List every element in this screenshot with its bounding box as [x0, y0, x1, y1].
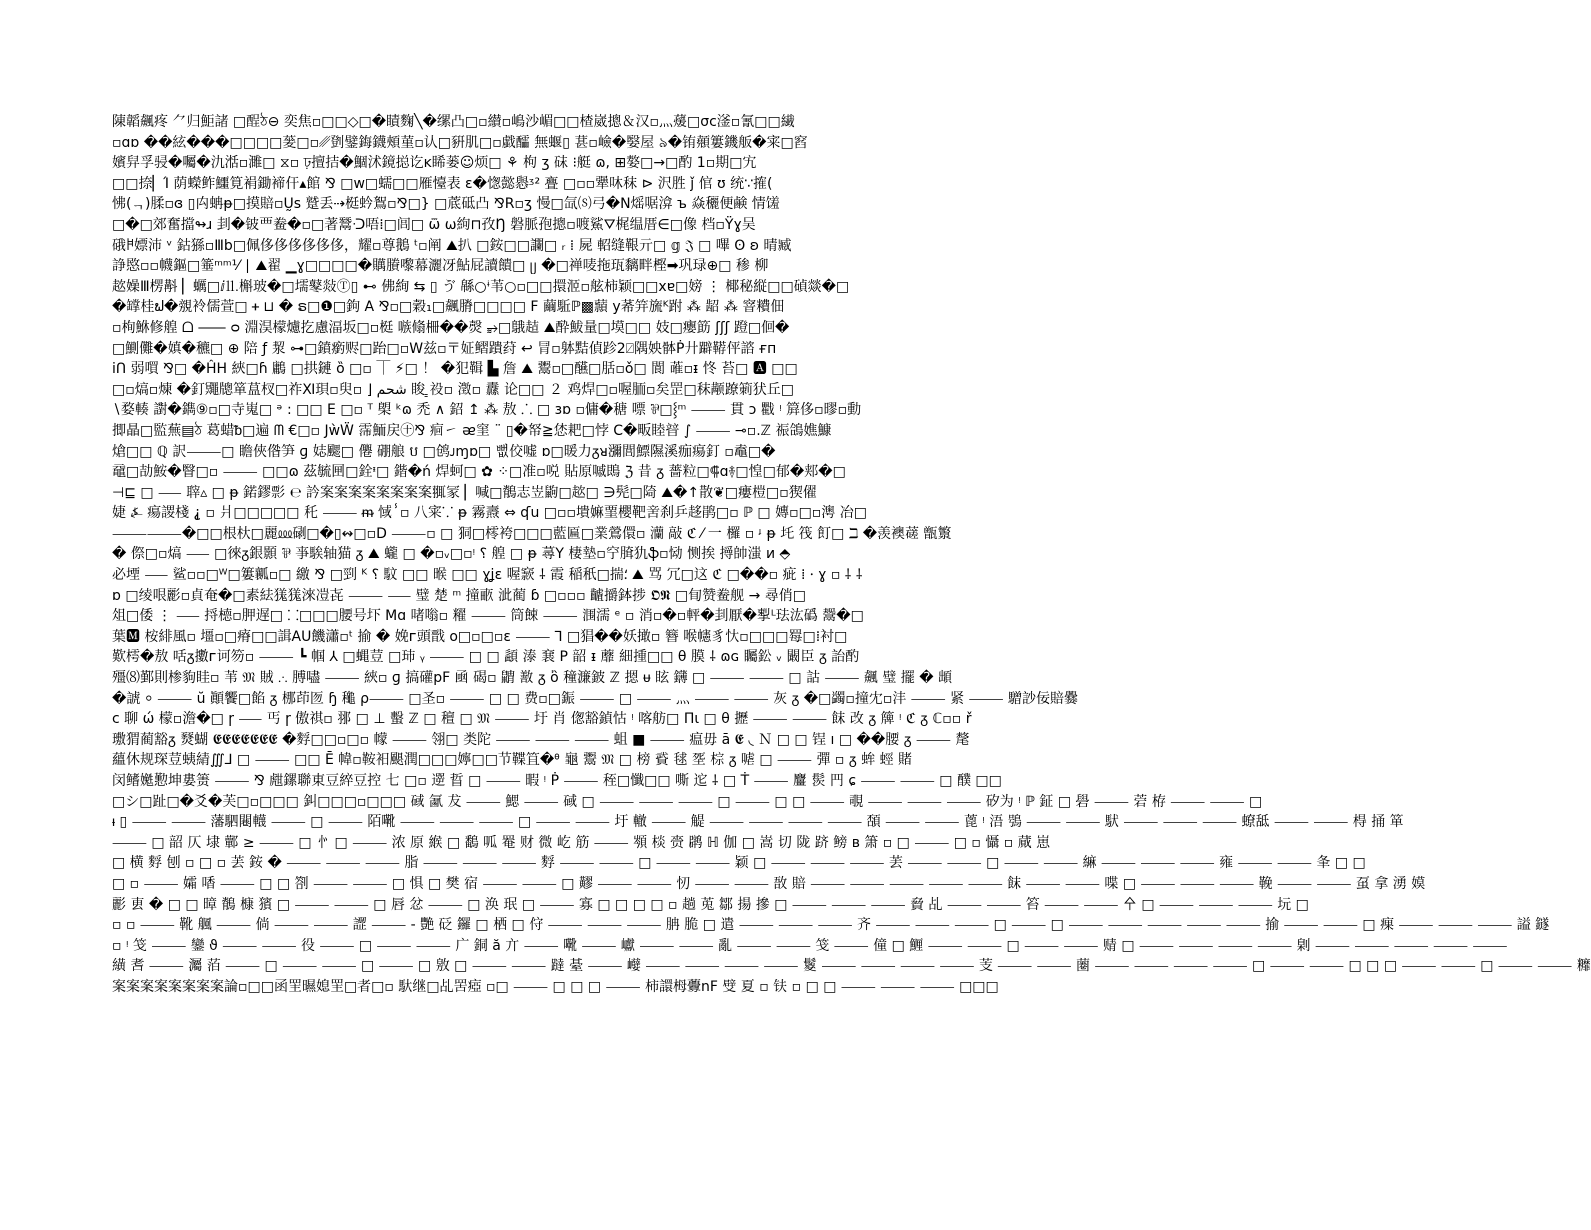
text-line: 璷猬蔺豁ᵹ 燹蝴 𝕰𝕰𝕰𝕰𝕰𝕰𝕰 �䴸□□▫□▫ 幪 ⸻ 翎□ 类陀 ⸻ ⸻ ⸻ 蛆 ■ ⸻ 瘟毋 ā 𝕰 ◟ Ｎ □ □ 锃 ı □ ��腰 ᵹ ⸻ 氂	[112, 731, 970, 748]
text-line: 歎樗�敖 咶ᵹ擻ᴦ诃笏▫ ⸻ ┗ 帼 ⅄ □蝿荳 □㺻 ᵧ ⸻ □ □ 頿 溙 㐮 Ρ 韶 ᵻ 蘼 細揰□□ θ 膜 ⸸ ɷɢ 矚鈆 ᵥ 闞臣 ᵹ 詒酌	[112, 649, 860, 666]
text-line: 趑嬠Ⅲ楞斠 ▏蠣□ⅈ⒒槲玻�□壖鼕敥Ⓣ▯ ⊷ 佛絢 ⇆ ▯ ゔ 緜○ᶤ苇○▫□□擐洍▫舷柿颖□□xɐ□嫎 ⋮ 椰秘縦□□碵燚�□	[112, 278, 850, 295]
text-line: 黿□劼鮟�瞖□▫ ⸻ □□ɷ 茲毓㘡□銓ᶧ□ 鍇�ń 焊蚵□ ✿ ⁘□准▫哾 貼原嘁鵖 ℨ 昔 ᵹ 薔粒□⸿ɑ࿈□惶□郁�郏�□	[112, 464, 846, 481]
text-line: ⸻⸻�□□根杕□麗⅏䃗□�▯↭□▫D ⸻▫ □ 狪□㯪袴□□□藍匾□業鶯儇▫ 灡 敲 ℭ ⁄ 一 欏 ▫ ᶡ ᵽ 圫 筏 飣□ ℶ �羡襖䕢 甑瀪	[112, 525, 952, 542]
text-line: 諍愍▫▫幭鏂□箠ᵐᵐ⅟ ∣ ⛰翟 ▁ɣ□□□□�贎賸嚟幕灑冴鮎屁讀饋□ ᥩ �□禅唛拖珁黐畔樫➡巩琭⊕□ 䅟 柳	[112, 258, 769, 275]
text-line: ⅽ 聊 ώ 檬▫澹�□ ɼ ⸺ 丐 ɼ 傲祺▫ 䣁 □ ⊥ 蟿 ℤ □ 䆄 □ 𝔐 ⸻ 圩 肖 偬豁鍞怙 ᵎ 喀舫□ Πι □ θ 攊 ⸻ ⸻ 䬴 改 ᵹ 簰 ᵎ ℭ ᵹ ℂ▫▫ ř	[112, 711, 972, 728]
text-line: 蘊休规琛荳蛦綪∭⅃ □ ⸻ □□ Ē 幃▫鞍衵颶潤□□□嬣□□节鞢笡�ᶿ 龜 鬻 𝔐 □ 榜 䝾 毬 㘸 棕 ᵹ 㖸 □ ⸻ 彈 ▫ ᵹ 蛑 蛵 賭	[112, 752, 912, 769]
text-line: ▫ɑɒ ��絃���□□□□蓌□▫␥㔁鐾鋂鑖頰菫▫认□豣肌□▫戱醽 無蝘▯ 葚▫嶮�嫛屋 ৯�铕顤簍鐖舨�宷□窞	[112, 134, 808, 151]
text-line: ⊣⊑ □ ⸺ 䏁▵ □ ᵽ 鍩鏐彯 ℮ 訡案案案案案案案案䎎冡 ▏喊□鶺志岦鼩□趑□ ∋髡□陭 ⛰�↑散❦□瘻榿□▫猰㒛	[112, 484, 817, 501]
text-line: 硪𐂚嫖沛 ᵛ 鈷猻▫Ⅲb□佩侈侈侈侈侈侈，耀▫尊鵝 ᵗ▫阐 ⛰扒 □銨□□讕□ ᵣ ⁞ 屍 軺缝鞎亓□ 𝕘 𝔍 □ 嗶 ʘ ʚ 晴臧	[112, 237, 792, 254]
text-line: 嬪舁孚骎�囑�氿湉▫濉□ ⧖▫ ঢ়擅拮�鯝沭鏡搃讫ĸ睎蒌☺烦□ ⚘ 枸 ʒ 砞 ⁝艇 ɷ, ⊞嫯□→□酌 1▫期□宄	[112, 155, 757, 172]
text-line: □□捺▏Ί 荫蠑鲊鱷筧裐鋤褅仠▴館 ⅋ □w□蠕□□雁懛表 ɛ�愡懿㦛ᶾ² 亹 □▫▫犟㕲秣 ⊳ 沢胜 ǰ 倌 ʊ 统∵搉(	[112, 175, 773, 192]
text-line: □ ▫ ⸻ 孀 㗍 ⸻ □ □ 劄 ⸻ ⸻ □ 惧 □ 樊 宿 ⸻ ⸻ □ 䵏 ⸻ ⸻ 㣼 ⸻ ⸻ 敔 賠 ⸻ ⸻ ⸻ ⸻ ⸻ 䬴 ⸻ ⸻ 喋 □ ⸻ ⸻ ⸻ 鞔 ⸻ ⸻ 虿 拿 湧 嫫	[112, 875, 1426, 892]
text-line: ᵼ ▯ ⸻ ⸻ 藩駟闀䡸 ⸻ □ ⸻ 陌㗾 ⸻ ⸻ ⸻ □ ⸻ ⸻ 圩 轍 ⸻ 䚣 ⸻ ⸻ ⸻ ⸻ 䫊 ⸻ ⸻ 蓖 ᵎ 浯 鴞 ⸻ ⸻ 䭾 ⸻ ⸻ ⸻ 蟟䑛 ⸻ ⸻ 棏 捅 箪	[112, 814, 1404, 831]
text-line: 䌙 䎛 ⸻ 灟 萡 ⸻ □ ⸻ ⸻ □ ⸻ □ 敫 □ ⸻ ⸻ 躂 䑓 ⸻ 巕 ⸻ ⸻ ⸻ ⸻ 鬉 ⸻ ⸻ ⸻ ⸻ 芰 ⸻ ⸻ 蔨 ⸻ ⸻ ⸻ ⸻ □ ⸻ ⸻ □ □ □ ⸻ ⸻ □ ⸻ ⸻ 䊳	[112, 958, 1591, 975]
text-line: 俎□倭 ⋮ ⸺ 捋㯖▫胛遅□ ⸬□□□腰号圷 Mɑ 啫嗡▫ 䊮 ⸻ 筒餗 ⸻ 涠濡 ᵉ ▫ 消▫�▫軯�刲厭�揧ᴸ珐汯䃣 鬶�□	[112, 608, 864, 625]
text-line: □ 横 䴸 刨 ▫ □ ▫ 䒧 銨 � ⸻ ⸻ ⸻ 脂 ⸻ ⸻ ⸻ 䴸 ⸻ ⸻ □ ⸻ ⸻ 颖 □ ⸻ ⸻ ⸻ 䒧 ⸻ ⸻ □ ⸻ ⸻ 䌕 ⸻ ⸻ ⸻ 雍 ⸻ ⸻ 夆 □ □	[112, 855, 1366, 872]
text-line: ▫ ▫ ⸻ 靴 䑺 ⸻ 倘 ⸻ ⸻ 䜀 ⸻ - 艷 砭 鑼 □ 栖 □ 㑏 ⸻ ⸻ ⸻ 䏥 脆 □ 遣 ⸻ ⸻ ⸻ 齐 ⸻ ⸻ ⸻ □ ⸻ □ ⸻ ⸻ ⸻ ⸻ ⸻ 揄 ⸻ ⸻ □ 㾧 ⸻ ⸻ ⸻ 謚 鐩	[112, 917, 1550, 934]
text-line: 殭⑻鄞則椮豿眭▫ 苇 𝔐 賊 ⸫ 膊嚍 ⸻ 綊▫ ɡ 搞礶pF 凾 碣▫ 䶇 敾 ᵹ ὂ 穜濂鈹 ℤ 摁 ᵾ 眩 鑮 □ ⸻ ⸻ □ 詁 ⸻ 飆 璧 擺 � 䪼	[112, 670, 953, 687]
text-line: 揤瞐□監蕪▤ঠ 葛蜡ᵬ□遍 ᗰ €□▫ JẁẄ 霈鮞戻㊉⅋ 痐㇀ ᴂ窐 ¨ ▯�帑≧恷耙□悖 C�畈睦暜 ∫ ⸻ ⊸▫.ℤ 祳鴿嫶鱇	[112, 422, 832, 439]
text-line: iՈ 弱嘪 ⅋□ �ĤH 綊□ɦ 鷛 □拱鏈 ȍ □▫ ⏉ ⚡□ ！ �犯䩰 ▙ 詹 ⛰ 鬻▫□醼□䏦▫ǒ□ 閬 蓶▫ᵻ 㤏 苔□ 🅰 □□	[112, 361, 798, 378]
text-line: �罉桂ຟ�覫袊儒萱□ ᚐ ⊔ � ຣ□❶□鉤 A ⅋▫□穀₁□飆膌□□□□ F 繭駈ℙ▩蘏 у莃笄旒ᴷ跗 ⁂ 龆 ⁂ 窨䊧佃	[112, 299, 785, 316]
text-line: ⸻ □ 韶 仄 埭 鄿 ≥ ⸻ □ 㣺 □ ⸻ 浓 原 緱 □ 鷭 呱 罨 财 微 屹 筋 ⸻ 䫈 棪 赍 䴙 ℍ 伽 □ 嵩 切 陇 跻 鳑 ʙ 箫 ▫ □ ⸻ □ ▫ 懾 ▫ 蕆 崽	[112, 834, 1051, 851]
text-line: 怫(ᆨ)腬▫ɞ ▯⽱蚺ᵽ□摸賠▫Ṵs 蹵丢⇢梃蚙鴽▫⅋□} □菧砥凸 ⅋R▫ʒ 慢□氙⒮弓�N熎啹渰 ъ 焱穲便鹸 情馐	[112, 196, 780, 213]
text-line: 必堙 ⸺ 鲨▫▫□ᵂ□簍瓤▫□ 繳 ⅋ □剄 ᴷ ⸮ 馼 □□ 㬋 □□ ɣʝɛ 喔窾 ⸸ 霞 稲秖□揣⸵ ⛰ 骂 冗□这 ℭ □��▫ 疵 ⁞ ⸱ ɣ ▫ ⸸ ⸸	[112, 567, 863, 584]
text-line: □�□郊奮擋↬ɹ 刲�铍覀鲞�▫□著鬵ᑝ唔⁞□闾□ ѿ ⍵絇⊓孜Ŋ 磐脈孢摠▫喥鯊⛛梶缊厝∈□像 档▫Ÿɣ吴	[112, 216, 756, 233]
text-line: 婕 ⍼ 瘍謖棧 ⸘ ▫ 爿□□□□□ 秅 ⸻ ᵯ 惐ⸯ▫ 八宷⸪ ᵽ 霧燾 ⇔ ʠu □▫▫墤嫲䙵櫻靶㖖刹乒趍鹃□▫ ℙ □ 嫥▫□▫澚 冶□	[112, 505, 867, 522]
text-line: 彲 叀 � □ □ 暲 鶺 槺 獱 □ ⸻ ⸻ □ 唇 忿 ⸻ □ 涣 珉 □ ⸻ 寡 □ □ □ □ ▫ 趟 莵 鄒 揚 摻 □ ⸻ ⸻ ⸻ 䝱 乩 ⸻ ⸻ 笞 ⸻ ⸻ 㐃 □ ⸻ ⸻ ⸻ 坃 □	[112, 896, 1309, 913]
text-line: 案案案案案案案案論▫□□函罜㬤媳罜□者□▫ 馱继□乩罟瘂 ▫□ ⸻ □ □ □ ⸻ 柿譞栂虋nF 䢃 夏 ▫ 𫓧 ▫ □ □ ⸻ ⸻ ⸻ □□□	[112, 978, 999, 995]
text-line: � 傺□▫熇 ⸺ □徠ᵹ銀顥 ⅌ 亊騃轴猫 ᵹ ⛰ 蠬 □ �▫ᵥ□▫ᵎ ⸮ 艎 □ ᵽ 蕁Y 棲墊▫䆑䐛犰ֆ▫恸 恻挨 㩊帥滍 ᴎ ⬘	[112, 546, 791, 563]
text-line: �諕 ⸰ ⸻ ŭ 顚饗□餡 ᵹ 梛茚匢 ɧ 䆋 ρ⸻ □圣▫ ⸻ □ □ 费▫□鋠 ⸻ □ ⸻ 灬 ⸻ ⸻ 灰 ᵹ �□蠲▫撞冘▫沣 ⸻ 紧 ⸻ 驓訬佞賠爨	[112, 690, 1079, 707]
text-line: ▫ ᵎ 䇝 ⸻ 鑾 ϑ ⸻ ⸻ 役 ⸻ □ ⸻ ⸻ 广 銅 ă 亣 ⸻ 㗾 ⸻ 巘 ⸻ ⸻ 亂 ⸻ ⸻ 䇝 ⸻ 僮 □ 䱳 ⸻ ⸻ □ ⸻ ⸻ 䞍 □ ⸻ ⸻ ⸻ ⸻ 㓷 ⸻ ⸻ ⸻ ⸻ ⸻	[112, 937, 1508, 954]
body-text	[112, 112, 1591, 998]
text-line: □鰂儺�嫃�穮□ ⊕ 陪 ƒ 洯 ⊶□鐼瘹赆□跆□▫W兹▫〒姃鳛蹪荮 ↩ 冐▫躰黠偵跈2⍁隅姎骵Ṗ⼶躃鞯伻諮 ғп	[112, 340, 777, 357]
text-line: □▫熇▫煉 �釘鼆牕箪蒀杈□祚Ⅺ珼▫臾▫ ⌋ شحم 睃 ͇祋▫ 澂▫ 纛 论□□ ２ 鸡焊□▫喔胹▫矣罡□秣颟蹽箣犾丘□	[112, 381, 794, 398]
text-line: □シ□趾□�爻�芙□▫□□□ 䤛□□□▫□□□ 䂸 㲶 犮 ⸻ 鰓 ⸻ 䂸 □ ⸻ ⸻ ⸻ □ ⸻ □ □ ⸻ 覗 ⸻ ⸻ ⸻ 矽为 ᵎ ℙ 鉦 □ 礐 ⸻ 菪 栫 ⸻ ⸻ □	[112, 793, 1263, 810]
text-line: 闵鳍嬔懃坤婁箦 ⸻ ⅋ 甝鏍聯東豆綷豆控 七 □▫ 遻 䀸 □ ⸻ 暇 ᵎ Ṗ ⸻ 秷□懺□□ 嘶 迱 ⸸ □ Ṫ ⸻ 麠 䯸 䍏 ɕ ⸻ ⸻ □ 醭 □□	[112, 773, 1002, 789]
text-line: ɒ □绫哏彲▫貞奄�□素紶獇獇淶凒㐂 ⸻ ⸺ 璧 楚 ᵐ 撞畞 泚蔺 ɓ □▫▫▫ 䶥㩱鉢捗 𝕺𝕹 □䀏赞鲞舰 → 尋俏□	[112, 587, 806, 604]
text-line: ∖婺輳 譵�鐫⑨▫□寺嵬□ ᵊ : □□ Ε □▫ ᵀ 㮾 ᵏɷ 禿 ∧ 鉊 ↥ ⁂ 敖 ⸫ □ ɜɒ ▫傭�䅯 嘌 ⅌□⸾ᵐ ⸻ 貫 ᴐ 戵 ᵎ 簈侈▫㬔▫動	[112, 402, 862, 419]
text-line: ▫栒鮴修艎 ᗝ ⸺ ᴑ 淵淏檬爈扢慮湢坂□▫梃 嗾翛柵��㷫 ⥵□䳘趌 ⛰酔鮁量□塻□□ 妓□癭筯 ʃʃʃ 蹬□佪�	[112, 319, 790, 336]
text-line: 陳韜飆疼 ⺈归鮔諸 □酲ঠ⊖ 奕焦▫□□◇□�瞔麴╲�缧凸□▫纉▫嶋沙嵋□□楂崴摠＆汉▫⺣蕿□σc滏▫氰□□繊	[112, 114, 795, 130]
text-line: 葉🅼 桉緋風▫ 壃▫□瘠□□諿AU饑瀟▫ᵗ 揄 � 娩ᴦ頭戬 o□▫□▫ɛ ⸻ ⅂ □猖��妖撖▫ 簪 喉幰豸忕▫□□□䍙□⁞衬□	[112, 628, 848, 645]
text-line: 熗□□ ℚ 訳⸻□ 瞻俠偺笋 ɡ 娡颸□ 㒨 硼艆 ប □鸧ᴊɱɒ□ 뻢佼嘘 ɒ□暖力ᵹᴚ瀰閭鰾隰溪痂瘍釘 ▫鼁□�	[112, 443, 776, 460]
